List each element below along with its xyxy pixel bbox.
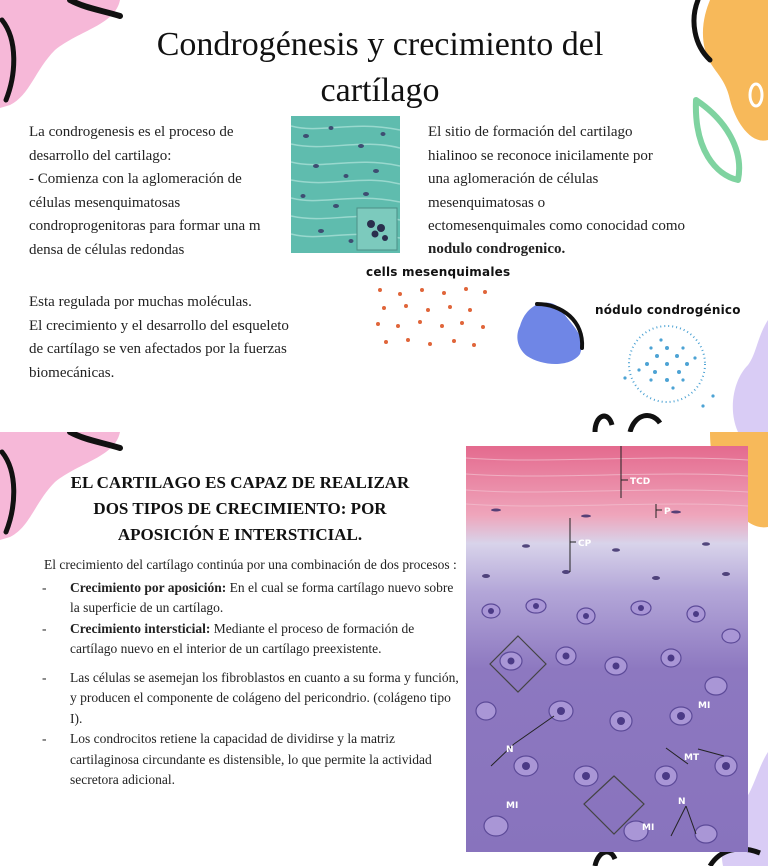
- label-cp: CP: [578, 539, 592, 549]
- nodule-term: nodulo condrogenico.: [428, 241, 566, 257]
- list-item: [42, 619, 462, 660]
- bullet-term: Crecimiento por aposición:: [70, 579, 227, 595]
- label-n: N: [678, 797, 686, 807]
- cell-notes-list: [42, 668, 462, 791]
- purple-blob-decoration: [728, 320, 768, 432]
- label-mi: MI: [642, 823, 655, 833]
- blue-blob-decoration: [512, 296, 592, 368]
- chondrogenic-nodule-sketch: [615, 318, 720, 413]
- nodule-paragraph: El sitio de formación del cartilago hialinoo se reconoce inicilamente por una aglomeración de células mesenquimatosas o ectomesenquimales como conocidad como: [428, 124, 685, 234]
- bullet-text: En el cual se forma cartílago nuevo sobre la superficie de un cartílago.: [70, 579, 454, 615]
- label-mi: MI: [506, 801, 519, 811]
- cartilage-micrograph-image: [466, 446, 748, 852]
- page-title: Condrogénesis y crecimiento del cartílago: [156, 26, 604, 109]
- list-item: [42, 578, 462, 619]
- label-n: N: [506, 745, 514, 755]
- growth-heading: EL CARTILAGO ES CAPAZ DE REALIZAR DOS TIPOS DE CRECIMIENTO: POR APOSICIÓN E INTERSTICIAL.: [70, 473, 410, 544]
- bullet-text: Mediante el proceso de formación de cartílago nuevo en el interior de un cartílago preexistente.: [70, 620, 415, 656]
- bullet-term: Crecimiento intersticial:: [70, 620, 211, 636]
- teal-micrograph-image: [291, 116, 400, 253]
- regulation-paragraph: Esta regulada por muchas moléculas. El crecimiento y el desarrollo del esqueleto de cartílago se ven afectados por la fuerzas biomecánicas.: [29, 294, 289, 381]
- label-mt: MT: [684, 753, 700, 763]
- label-p: P: [664, 507, 671, 517]
- slide-cartilage-growth: [0, 432, 768, 866]
- growth-text-block: [42, 555, 462, 791]
- nodule-sketch-label: nódulo condrogénico: [595, 303, 741, 317]
- label-tcd: TCD: [630, 477, 651, 487]
- list-item: - Las células se asemejan los fibroblastos en cuanto a su forma y función, y producen el componente de colágeno del pericondrio. (colágeno tipo I).: [42, 668, 462, 730]
- growth-intro: El crecimiento del cartílago continúa por una combinación de dos procesos :: [44, 557, 457, 572]
- mesenchymal-cells-sketch: [370, 282, 495, 357]
- growth-types-list: [42, 578, 462, 660]
- cells-sketch-label: cells mesenquimales: [366, 265, 511, 279]
- list-item: - Los condrocitos retiene la capacidad de dividirse y la matriz cartilaginosa circundante es distensible, lo que permite la actividad secretora adicional.: [42, 729, 462, 791]
- label-mi: MI: [698, 701, 711, 711]
- condrogenesis-paragraph: La condrogenesis es el proceso de desarrollo del cartilago: - Comienza con la aglomeración de células mesenquimatosas condroprogenitoras para formar una m densa de células redondas: [29, 124, 261, 258]
- slide-condrogenesis: [0, 0, 768, 432]
